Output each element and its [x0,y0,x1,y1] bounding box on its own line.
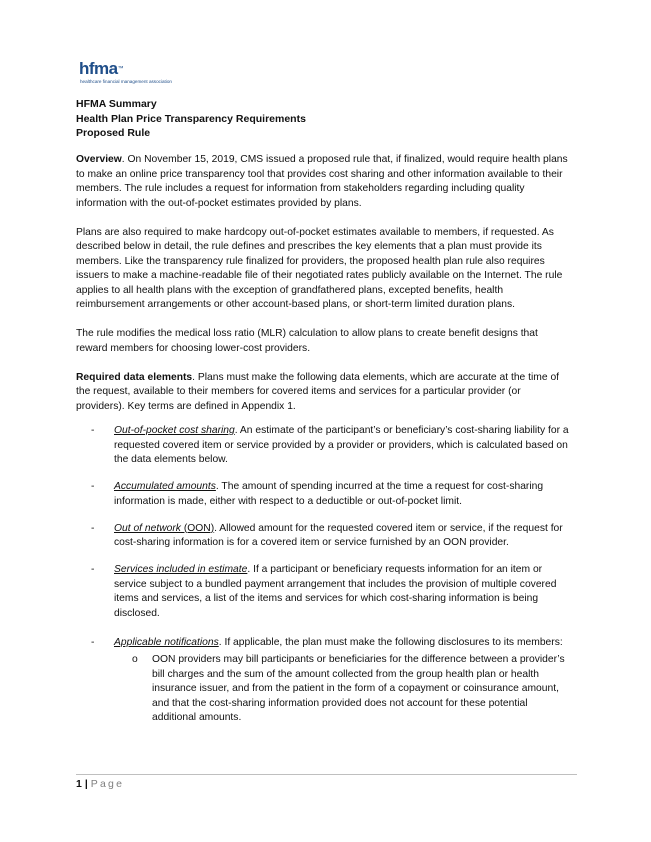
term-description: . If a participant or beneficiary requests information for an item or service subject to a bundled payment arrangement that includes the provision of multiple covered items and services, a list of the items and services for which cost-sharing information is being disclosed. [114,564,557,619]
term-label: Accumulated amounts [114,481,216,492]
term-label: Out of network [114,522,181,534]
required-elements-text: . Plans must make the following data elements, which are accurate at the time of the request, available to their members for covered items and services for a particular provider (or providers). Key terms are defined in Appendix 1. [76,371,560,412]
term-label: Applicable notifications [114,636,219,648]
page-label: Page [90,778,125,790]
data-elements-list [76,424,572,726]
term-label: Out-of-pocket cost sharing [114,425,235,436]
bullet-dash: - [91,522,95,534]
term-description: . If applicable, the plan must make the following disclosures to its members: [218,636,563,648]
mlr-paragraph: The rule modifies the medical loss ratio (MLR) calculation to allow plans to create benefit designs that reward members for choosing lower-cost providers. [76,328,538,354]
term-description: . The amount of spending incurred at the time a request for cost-sharing information is made, either with respect to a deductible or out-of-pocket limit. [114,481,544,507]
term-suffix: (OON) [180,522,215,534]
bullet-circle: o [132,654,138,665]
hardcopy-paragraph: Plans are also required to make hardcopy out-of-pocket estimates available to members, if requested. As described below in detail, the rule defines and prescribes the key elements that a plan must provide its members. Like the transparency rule finalized for providers, the proposed health plan rule also requires issuers to make a machine-readable file of their negotiated rates publicly available on the Internet. The rule applies to all health plans with the exception of grandfathered plans, excepted benefits, health reimbursement arrangements or other account-based plans, or short-term limited duration plans. [76,226,563,310]
list-item [76,424,572,468]
bullet-dash: - [91,564,95,575]
title-line-1: HFMA Summary [76,98,157,110]
list-item [76,480,572,509]
title-line-3: Proposed Rule [76,127,151,140]
logo-tagline: healthcare financial management association [80,79,172,84]
notification-text: OON providers may bill participants or beneficiaries for the difference between a provider’s bill charges and the sum of the amount collected from the group health plan or health insurance issuer, and from the patient in the form of a copayment or coinsurance amount, and that the cost-sharing information provided does not account for these potential additional amounts. [152,654,565,723]
bullet-dash: - [91,636,95,648]
footer-divider [76,774,577,775]
term-label: Services included in estimate [114,564,248,575]
page-footer [76,778,124,790]
notifications-sublist [114,653,572,726]
term-description: . Allowed amount for the requested covered item or service, if the request for cost-sharing information is for a covered item or service furnished by an OON provider. [114,522,563,548]
list-item [76,563,572,621]
required-elements-paragraph [76,371,572,415]
required-elements-label: Required data elements [76,371,193,383]
sub-list-item [114,653,572,726]
list-item [76,522,572,551]
document-body [76,153,572,738]
bullet-dash: - [91,425,95,436]
hfma-logo [79,60,219,90]
overview-text: . On November 15, 2019, CMS issued a proposed rule that, if finalized, would require health plans to make an online price transparency tool that provides cost sharing and other information available to their members. The rule includes a request for information from stakeholders regarding including quality information with the out-of-pocket estimates provided by plans. [76,154,568,209]
overview-label: Overview [76,154,122,165]
overview-paragraph [76,153,572,211]
bullet-dash: - [91,481,95,492]
list-item [76,636,572,726]
title-line-2: Health Plan Price Transparency Requirements [76,112,306,125]
document-title [76,97,306,141]
logo-wordmark: hfma™ [79,59,124,78]
logo-trademark: ™ [117,66,124,72]
footer-separator: | [84,778,88,790]
term-description: . An estimate of the participant’s or beneficiary’s cost-sharing liability for a requested covered item or service provided by a provider or providers, which is calculated based on the data elements below. [114,425,569,465]
page-number: 1 [76,778,82,790]
